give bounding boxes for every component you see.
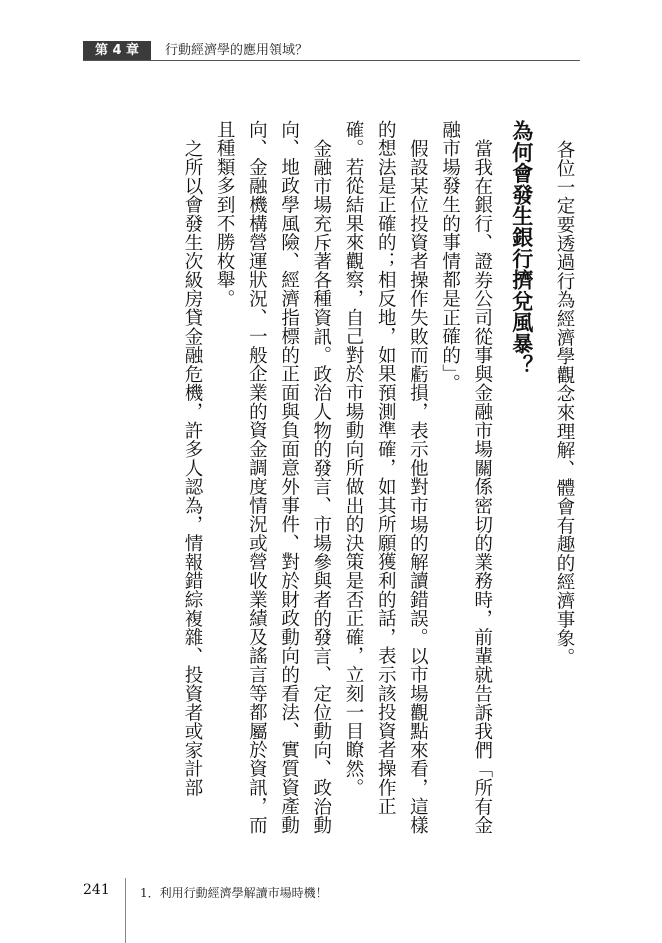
- paragraph-1: 當我在銀行、證券公司從事與金融市場關係密切的業務時，前輩就告訴我們「所有金融市場發生的事情都是正確的」。: [439, 120, 493, 835]
- footer-rule: [125, 878, 126, 943]
- body-text: [60, 120, 580, 850]
- header-rule: [83, 60, 580, 61]
- running-footer-title: 1．利用行動經濟學解讀市場時機！: [140, 886, 328, 900]
- paragraph-4: 之所以會發生次級房貸金融危機，許多人認為，情報錯綜複雜、投資者或家計部: [181, 138, 203, 797]
- paragraph-2: 假設某位投資者操作失敗而虧損，表示他對市場的解讀錯誤。以市場觀點來看，這樣的想法是正確的；相反地，如果預測準確，如其所願獲利的話，表示該投資者操作正確。若從結果來觀察，自己對於市場動向所做出的決策是否正確，立刻一目瞭然。: [342, 120, 429, 835]
- paragraph-3: 金融市場充斥著各種資訊。政治人物的發言、市場參與者的發言、定位動向、政治動向、地政學風險、經濟指標的正面與負面意外事件、對於財政動向的看法、實質資產動向、金融機構營運狀況、一般企業的資金調度情況或營收業績及謠言等都屬於資訊，而且種類多到不勝枚舉。: [214, 120, 332, 835]
- section-heading: 為何會發生銀行擠兌風暴？: [509, 120, 534, 376]
- page-number: 241: [83, 882, 110, 898]
- chapter-label: 第 4 章: [83, 41, 151, 61]
- page-header: [83, 41, 580, 61]
- chapter-title: 行動經濟學的應用領域？: [165, 43, 309, 58]
- intro-paragraph: 各位一定要透過行為經濟學觀念來理解、體會有趣的經濟事象。: [554, 140, 575, 667]
